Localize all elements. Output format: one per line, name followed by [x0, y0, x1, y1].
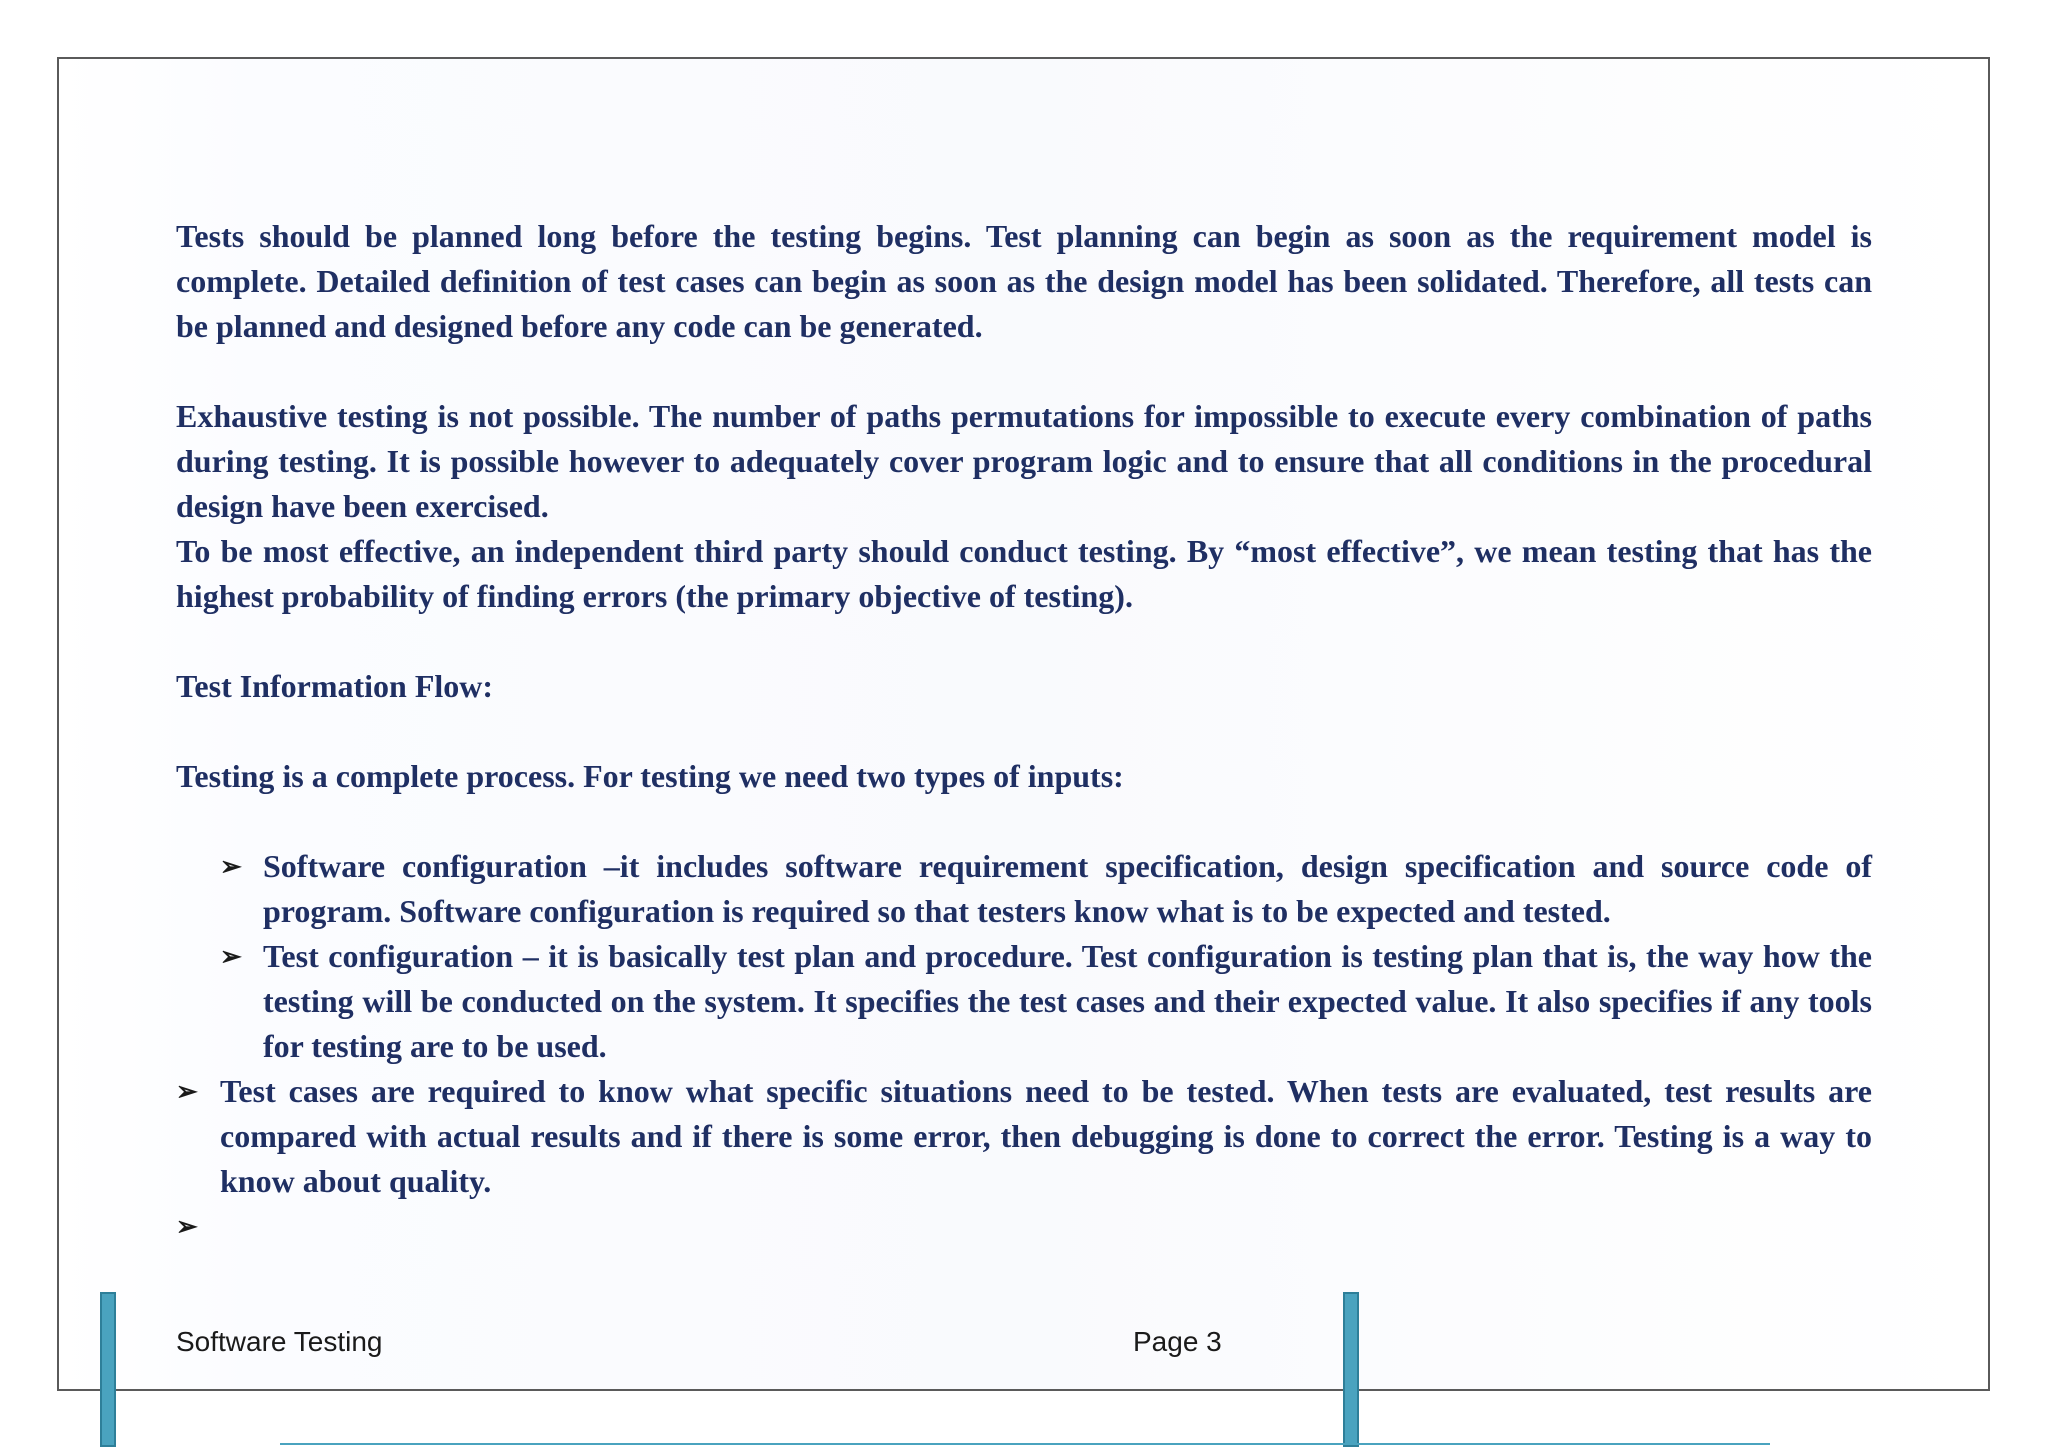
section-heading: Test Information Flow: — [176, 668, 494, 704]
list-item-text: Test configuration – it is basically test plan and procedure. Test configuration is testing plan that is, the way how the testing will be conducted on the system. It specifies the test cases and their expected value. It also specifies if any tools for testing are to be used. — [263, 938, 1872, 1064]
footer-title: Software Testing — [176, 1326, 383, 1357]
arrowhead-bullet-icon: ➢ — [220, 942, 242, 971]
list-item-empty — [176, 1204, 1872, 1249]
paragraph-inputs-intro: Testing is a complete process. For testing we need two types of inputs: — [176, 758, 1124, 794]
paragraph-test-planning: Tests should be planned long before the testing begins. Test planning can begin as soon as the requirement model is complete. Detailed definition of test cases can begin as soon as the design model has been solidated. Therefore, all tests can be planned and designed before any code can be generated. — [176, 218, 1872, 344]
arrowhead-bullet-icon: ➢ — [220, 852, 242, 881]
paragraph-spacer — [176, 799, 1872, 844]
footer-decoration-line — [280, 1443, 1770, 1445]
paragraph-spacer — [176, 349, 1872, 394]
page-number: Page 3 — [1133, 1326, 1222, 1357]
list-item — [176, 934, 1872, 1069]
paragraph-independent-testing: To be most effective, an independent third party should conduct testing. By “most effective”, we mean testing that has the highest probability of finding errors (the primary objective of testing). — [176, 533, 1872, 614]
arrowhead-bullet-icon: ➢ — [176, 1212, 198, 1241]
list-item — [176, 1069, 1872, 1204]
paragraph-spacer — [176, 709, 1872, 754]
bullet-list — [176, 844, 1872, 1249]
document-body — [176, 214, 1872, 1249]
list-item-text: Software configuration –it includes software requirement specification, design specification and source code of program. Software configuration is required so that testers know what is to be expected and tested. — [263, 848, 1872, 929]
paragraph-spacer — [176, 619, 1872, 664]
paragraph-exhaustive-testing: Exhaustive testing is not possible. The number of paths permutations for impossible to execute every combination of paths during testing. It is possible however to adequately cover program logic and to ensure that all conditions in the procedural design have been exercised. — [176, 398, 1872, 524]
footer-decoration-bar — [100, 1292, 116, 1447]
footer-decoration-bar — [1343, 1292, 1359, 1447]
list-item — [176, 844, 1872, 934]
list-item-text: Test cases are required to know what specific situations need to be tested. When tests are evaluated, test results are compared with actual results and if there is some error, then debugging is done to correct the error. Testing is a way to know about quality. — [220, 1073, 1872, 1199]
arrowhead-bullet-icon: ➢ — [176, 1077, 198, 1106]
